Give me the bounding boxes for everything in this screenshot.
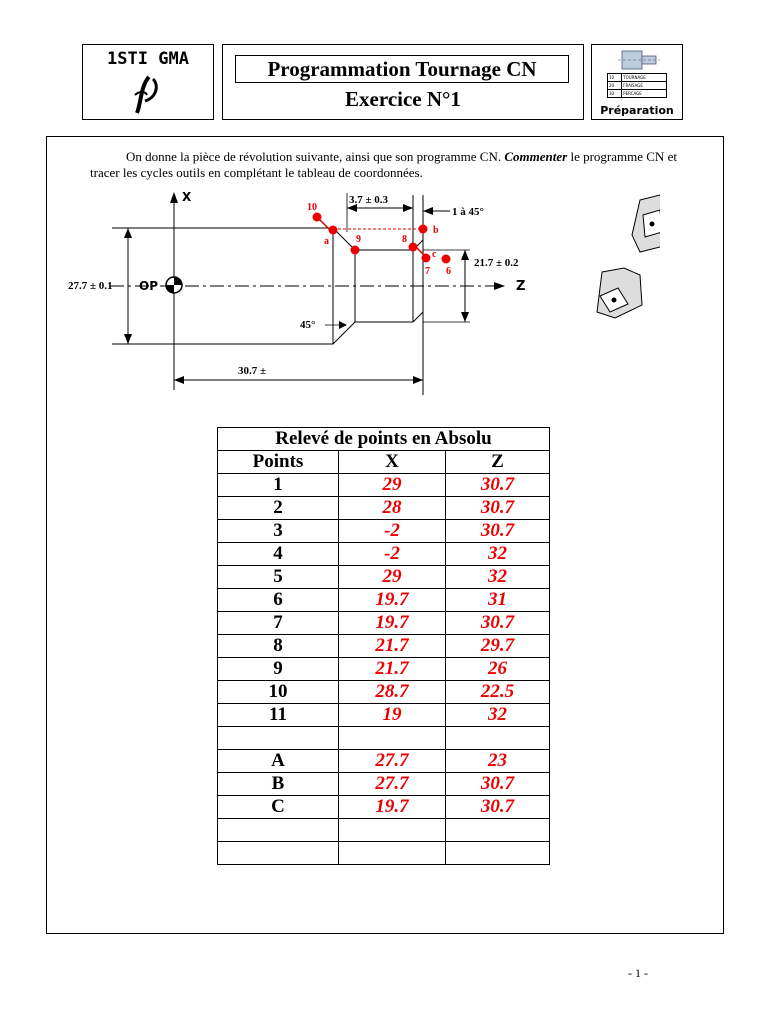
x-value: 29 [339, 474, 446, 497]
op-num: 10 [608, 74, 622, 82]
header-phase-box [591, 44, 683, 120]
school-logo [131, 75, 167, 115]
header-points: Points [218, 451, 339, 474]
point-7 [422, 254, 431, 263]
x-value [339, 819, 446, 842]
dim-angle: 45° [300, 319, 316, 331]
z-value: 30.7 [446, 796, 550, 819]
op-name: PERCAGE [622, 90, 667, 98]
table-row [218, 566, 550, 589]
point-label: 7 [425, 266, 430, 277]
x-value: 21.7 [339, 635, 446, 658]
point-id: 2 [218, 497, 339, 520]
document-title: Programmation Tournage CN [235, 55, 569, 83]
z-value: 30.7 [446, 612, 550, 635]
dim-length-3-7: 3.7 ± 0.3 [349, 194, 389, 206]
op-name: FRAISAGE [622, 82, 667, 90]
origin-label: OP [139, 279, 158, 293]
x-value: 28 [339, 497, 446, 520]
header-class-box [82, 44, 214, 120]
z-value: 32 [446, 566, 550, 589]
turning-tool-icon [632, 195, 660, 252]
x-value: -2 [339, 543, 446, 566]
point-id: 8 [218, 635, 339, 658]
dim-length-30-7: 30.7 ± [238, 365, 267, 377]
table-row [218, 773, 550, 796]
x-value: 29 [339, 566, 446, 589]
point-id: 6 [218, 589, 339, 612]
z-axis-label: Z [516, 279, 526, 294]
exercise-number: Exercice N°1 [345, 87, 461, 111]
dim-diameter-21-7: 21.7 ± 0.2 [474, 257, 519, 269]
point-id [218, 727, 339, 750]
z-value: 32 [446, 543, 550, 566]
z-value [446, 842, 550, 865]
table-row [218, 543, 550, 566]
intro-text: On donne la pièce de révolution suivante, ainsi que son programme CN. [126, 149, 505, 164]
x-value: 21.7 [339, 658, 446, 681]
table-row [218, 612, 550, 635]
point-10 [313, 213, 322, 222]
page-number: - 1 - [628, 966, 648, 980]
z-value: 30.7 [446, 497, 550, 520]
point-label: c [432, 249, 437, 260]
table-row [218, 681, 550, 704]
point-id: 1 [218, 474, 339, 497]
table-row [218, 796, 550, 819]
z-value: 30.7 [446, 520, 550, 543]
table-row [218, 589, 550, 612]
point-label: 6 [446, 266, 451, 277]
point-label: b [433, 225, 439, 236]
x-value [339, 727, 446, 750]
point-id: 10 [218, 681, 339, 704]
point-label: 10 [307, 202, 317, 213]
x-axis-label: X [182, 190, 192, 204]
z-value [446, 727, 550, 750]
point-id: B [218, 773, 339, 796]
x-value: 28.7 [339, 681, 446, 704]
point-id: 7 [218, 612, 339, 635]
z-value: 30.7 [446, 773, 550, 796]
point-label: 9 [356, 234, 361, 245]
point-id: 9 [218, 658, 339, 681]
point-a [329, 226, 338, 235]
intro-emphasis: Commenter [504, 149, 568, 164]
z-value [446, 819, 550, 842]
op-name: TOURNAGE [622, 74, 667, 82]
table-row [218, 819, 550, 842]
boring-tool-icon [597, 268, 642, 318]
header-x: X [339, 451, 446, 474]
point-id [218, 819, 339, 842]
op-num: 30 [608, 90, 622, 98]
header-z: Z [446, 451, 550, 474]
x-value: 19.7 [339, 612, 446, 635]
intro-paragraph [90, 149, 700, 181]
point-b [419, 225, 428, 234]
table-row [218, 750, 550, 773]
header-title-box [222, 44, 584, 120]
point-id: 11 [218, 704, 339, 727]
dim-diameter-27-7: 27.7 ± 0.1 [68, 280, 113, 292]
point-id: 3 [218, 520, 339, 543]
z-value: 30.7 [446, 474, 550, 497]
x-value: 19.7 [339, 589, 446, 612]
x-value: -2 [339, 520, 446, 543]
points-table [217, 427, 550, 865]
table-row [218, 727, 550, 750]
dim-chamfer: 1 à 45° [452, 206, 484, 218]
table-row [218, 497, 550, 520]
table-row [218, 704, 550, 727]
x-value [339, 842, 446, 865]
point-6 [442, 255, 451, 264]
z-value: 22.5 [446, 681, 550, 704]
point-id [218, 842, 339, 865]
table-row [218, 842, 550, 865]
table-row [218, 658, 550, 681]
x-value: 19.7 [339, 796, 446, 819]
point-id: 4 [218, 543, 339, 566]
z-value: 31 [446, 589, 550, 612]
point-id: C [218, 796, 339, 819]
phase-label: Préparation [600, 104, 674, 117]
x-value: 27.7 [339, 750, 446, 773]
point-label: 8 [402, 234, 407, 245]
operations-mini-table [607, 73, 667, 98]
table-row [218, 635, 550, 658]
op-num: 20 [608, 82, 622, 90]
point-id: A [218, 750, 339, 773]
points-table-wrap [217, 427, 550, 865]
class-code: 1STI GMA [107, 49, 189, 69]
z-value: 29.7 [446, 635, 550, 658]
part-drawing [60, 185, 660, 400]
point-8 [409, 243, 418, 252]
table-row [218, 474, 550, 497]
z-value: 23 [446, 750, 550, 773]
z-value: 26 [446, 658, 550, 681]
point-id: 5 [218, 566, 339, 589]
point-label: a [324, 236, 329, 247]
x-value: 19 [339, 704, 446, 727]
z-value: 32 [446, 704, 550, 727]
table-title: Relevé de points en Absolu [218, 428, 550, 451]
table-row [218, 520, 550, 543]
point-9 [351, 246, 360, 255]
x-value: 27.7 [339, 773, 446, 796]
intro-text-end: le programme CN et tracer les cycles outils en complétant le tableau de coordonnées. [90, 149, 677, 180]
part-thumbnail-icon [618, 49, 660, 71]
